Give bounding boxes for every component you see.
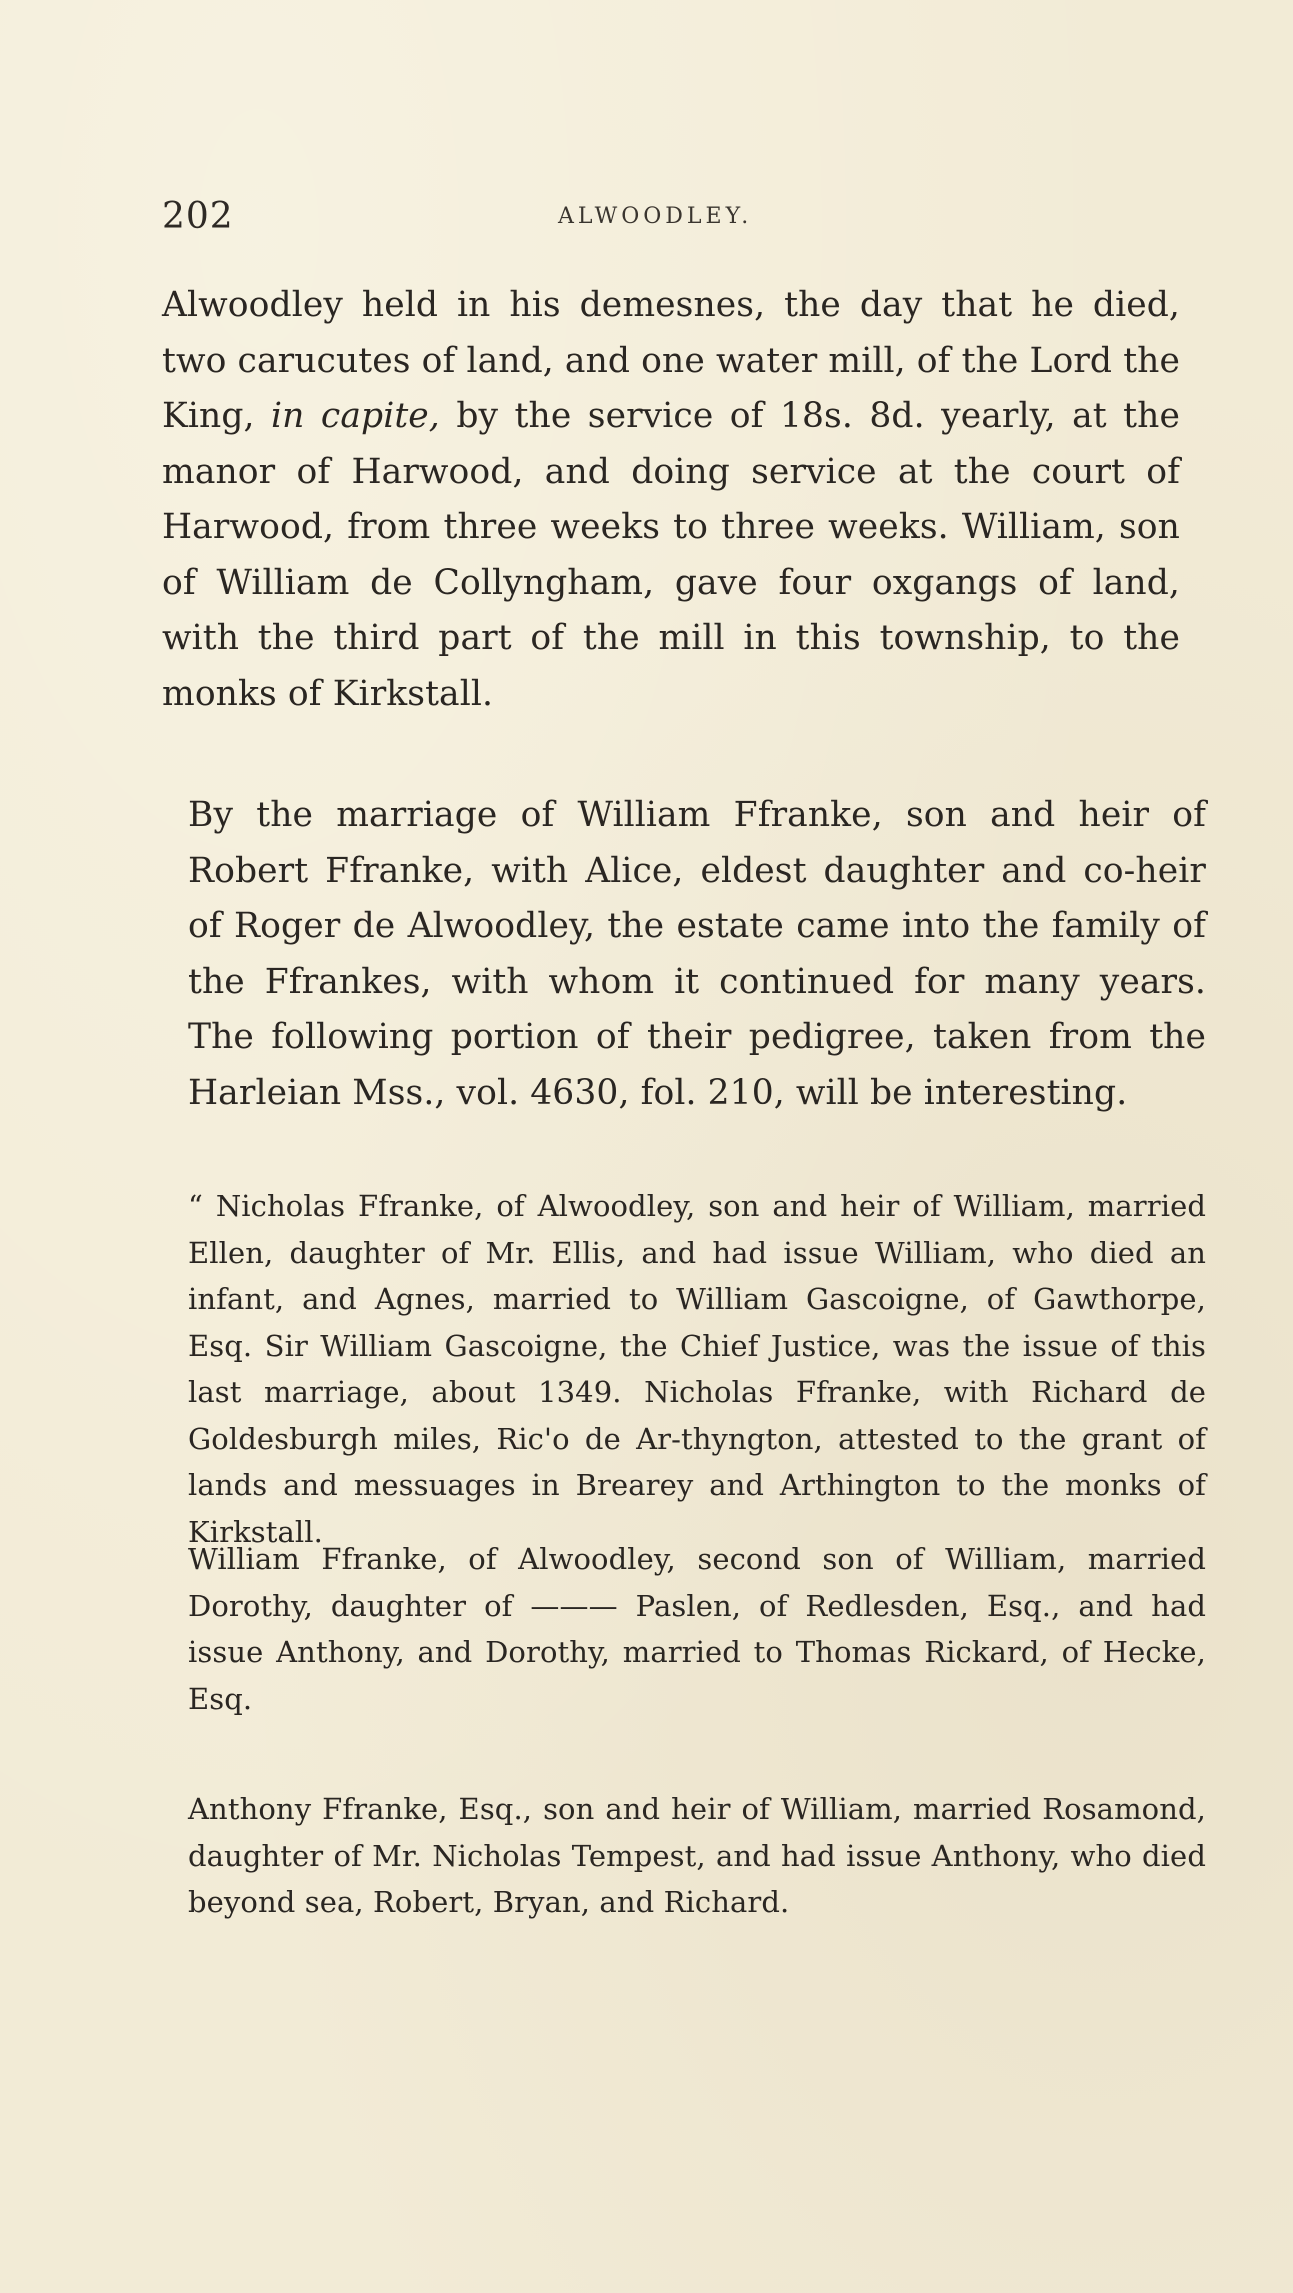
paragraph-text: Alwoodley held in his demesnes, the day that he died, two carucutes of land, and one water mill, of the Lord the King,: [162, 285, 1180, 436]
paragraph-text-continued: by the service of 18s. 8d. yearly, at the manor of Harwood, and doing service at the court of Harwood, from three weeks to three weeks. William, son of William de Collyngham, gave four oxgangs of land, with the third part of the mill in this township, to the monks of Kirkstall.: [162, 396, 1180, 714]
paragraph-william-ffranke: William Ffranke, of Alwoodley, second son of William, married Dorothy, daughter of ——— Paslen, of Redlesden, Esq., and had issue Anthony, and Dorothy, married to Thomas Rickard, of Hecke, Esq.: [188, 1542, 1206, 1716]
running-head: ALWOODLEY.: [558, 204, 753, 229]
paragraph-ffranke-marriage: By the marriage of William Ffranke, son and heir of Robert Ffranke, with Alice, eldest daughter and co-heir of Roger de Alwoodley, the estate came into the family of the Ffrankes, with whom it continued for many years. The following portion of their pedigree, taken from the Harleian Mss., vol. 4630, fol. 210, will be interesting.: [188, 795, 1206, 1113]
italic-phrase: in capite,: [271, 396, 440, 436]
paragraph-alwoodley-demesnes: [162, 278, 1180, 722]
paragraph-anthony-ffranke: Anthony Ffranke, Esq., son and heir of William, married Rosamond, daughter of Mr. Nicholas Tempest, and had issue Anthony, who died beyond sea, Robert, Bryan, and Richard.: [188, 1792, 1206, 1919]
page-number: 202: [162, 196, 234, 237]
paragraph-nicholas-ffranke: “ Nicholas Ffranke, of Alwoodley, son and heir of William, married Ellen, daughter of Mr. Ellis, and had issue William, who died an infant, and Agnes, married to William Gascoigne, of Gawthorpe, Esq. Sir William Gascoigne, the Chief Justice, was the issue of this last marriage, about 1349. Nicholas Ffranke, with Richard de Goldesburgh miles, Ric'o de Ar-thyngton, attested to the grant of lands and messuages in Brearey and Arthington to the monks of Kirkstall.: [188, 1189, 1206, 1549]
page-header: [162, 196, 1182, 246]
